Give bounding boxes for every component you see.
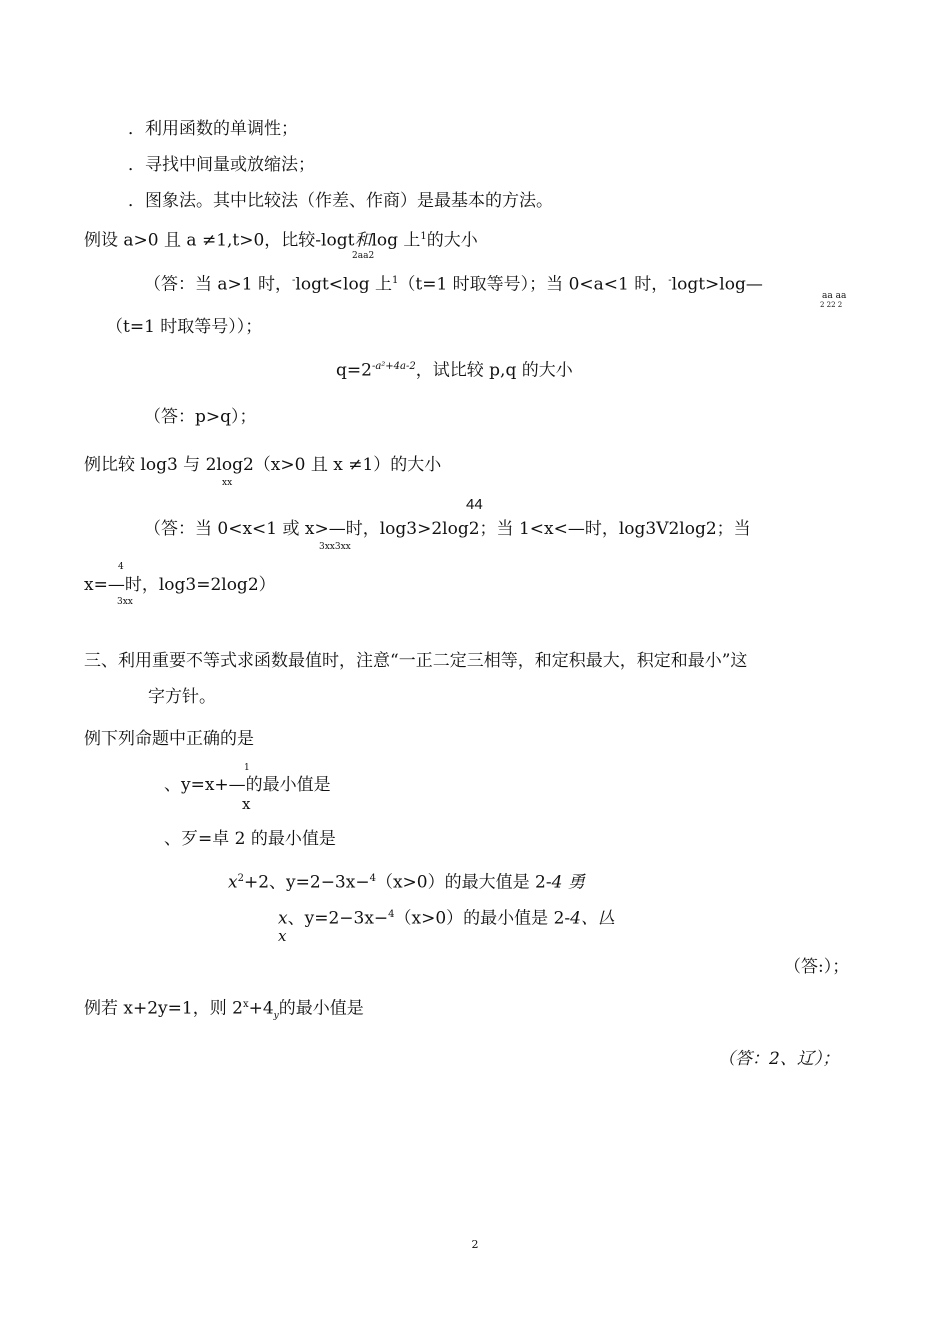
- ex4-d-sup: 4: [388, 909, 395, 920]
- example-4-answer: （答:）；: [784, 957, 850, 977]
- ex2-q-exp: -a²+4a-2: [371, 361, 416, 372]
- ex1-ans-sup: 1: [392, 275, 399, 286]
- ex4-d-it: 4、亾: [570, 908, 615, 929]
- ex1-ans-e: logt: [671, 274, 706, 295]
- section-3-heading-cont: 字方针。: [148, 687, 216, 707]
- ex4-d-text2: （x>0）的最小值是 2-: [394, 908, 571, 929]
- example-4-option-b: 、歹=卓 2 的最小值是: [164, 829, 336, 849]
- ex1-ans-f: log—: [719, 274, 763, 295]
- ex1-text-a: 例设 a>0 且 a ≠1,t>0，比较-logt: [84, 230, 355, 251]
- ex1-ans-c: log 上: [343, 274, 393, 295]
- page-number: 2: [471, 1238, 479, 1251]
- example-5-question: [84, 994, 364, 1027]
- example-4-option-c: $x^2+2$、y=2−3x−$^4$（x>0）的最大值是 2-4 勇: [228, 872, 585, 893]
- example-3-answer: （答：当 0<x<1 或 x>—时，log3>2log2；当 1<x<—时，log3V2log2；当: [144, 519, 751, 539]
- ex2-q-prefix: q=2: [336, 360, 372, 381]
- ex4-c-it: 4 勇: [551, 872, 585, 893]
- ex1-sup: 1: [420, 231, 427, 242]
- ex5-sup-x: x: [242, 999, 249, 1010]
- example-1-answer-end: （t=1 时取等号））；: [106, 317, 263, 337]
- ex3-sub-3xx3xx: 3xx3xx: [319, 542, 351, 552]
- section-3-heading: 三、利用重要不等式求函数最值时，注意“一正二定三相等，和定积最大，积定和最小”这: [84, 651, 748, 671]
- ex1-text-c: log 上: [371, 230, 421, 251]
- method-item-2: ．寻找中间量或放缩法；: [128, 155, 315, 175]
- example-4-option-d: [278, 904, 615, 930]
- ex4-c-text: +2、y=2−3x−: [243, 872, 370, 893]
- ex5-text-a: 例若 x+2y=1，则 2: [84, 998, 243, 1019]
- ex1-ans-b: logt: [295, 274, 329, 295]
- method-item-1: ．利用函数的单调性；: [128, 119, 298, 139]
- example-3-answer-last: x=—时，log3=2log2）: [84, 575, 276, 595]
- ex3-sup-4: 4: [118, 562, 124, 572]
- ex4-d-den: x: [278, 927, 287, 945]
- ex4-c-sup: 4: [369, 873, 376, 884]
- example-2-answer: （答：p>q）；: [144, 407, 257, 427]
- example-5-answer: （答：2、辽）；: [718, 1049, 840, 1069]
- ex4-c-text2: （x>0）的最大值是 2-: [375, 872, 552, 893]
- ex5-text-c: 的最小值是: [278, 998, 364, 1019]
- ex1-sub-small: 2aa2: [352, 251, 375, 261]
- ex3-sub-3xx: 3xx: [117, 597, 133, 607]
- ex4-d-pre: x: [278, 908, 288, 929]
- ex3-num-44: 44: [466, 496, 483, 513]
- ex1-small-right-top: aa aa: [822, 291, 847, 301]
- ex1-text-b: 和: [354, 230, 372, 251]
- example-1-answer: （答：当 a>1 时，-logt<log 上$^1$（t=1 时取等号）；当 0<a<1 时，-logt>log—: [144, 274, 763, 295]
- ex2-q-suffix: ，试比较 p,q 的大小: [415, 360, 573, 381]
- example-2-question: [336, 356, 573, 382]
- ex4-a-den: x: [242, 795, 251, 813]
- ex1-text-d: 的大小: [426, 230, 478, 251]
- ex4-d-text: 、y=2−3x−: [287, 908, 389, 929]
- example-4-option-a: 、y=x+—的最小值是: [164, 775, 331, 795]
- example-4-intro: 例下列命题中正确的是: [84, 729, 254, 749]
- ex5-text-b: +4: [248, 998, 274, 1019]
- ex1-ans-d: （t=1 时取等号）；当 0<a<1 时，: [398, 274, 669, 295]
- example-1-question: [84, 226, 478, 252]
- ex1-ans-a: （答：当 a>1 时，: [144, 274, 293, 295]
- method-item-3: ．图象法。其中比较法（作差、作商）是最基本的方法。: [128, 191, 553, 211]
- ex1-small-right-bot: 2 22 2: [820, 301, 843, 309]
- ex4-c-pre: x: [228, 872, 238, 893]
- ex5-sub-y: y: [273, 1011, 279, 1022]
- ex4-a-sup: 1: [244, 763, 250, 773]
- example-3-question: 例比较 log3 与 2log2（x>0 且 x ≠1）的大小: [84, 455, 442, 475]
- ex3-sub-xx: xx: [222, 478, 233, 488]
